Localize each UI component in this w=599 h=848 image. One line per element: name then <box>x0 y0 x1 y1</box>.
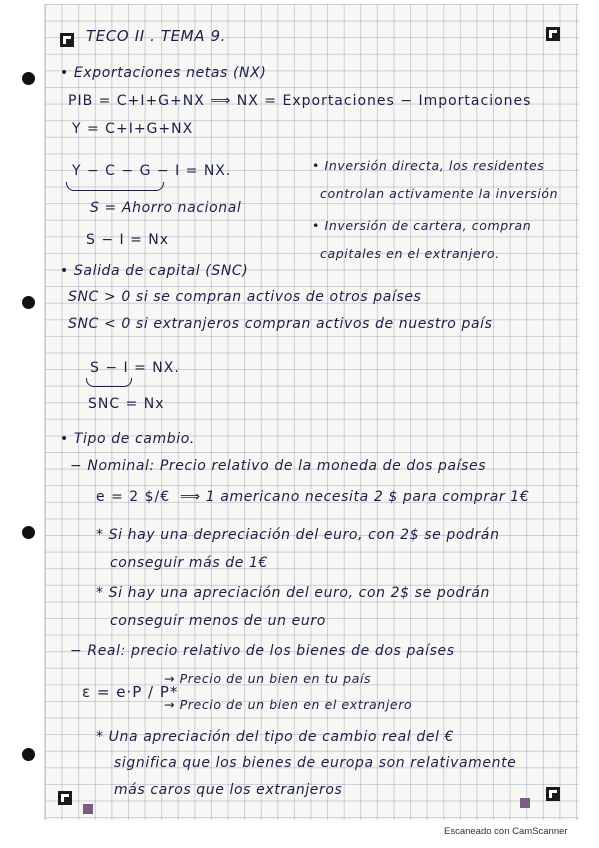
scanner-watermark: Escaneado con CamScanner <box>444 826 568 837</box>
snc-negative: SNC < 0 si extranjeros compran activos de nuestro país <box>68 316 493 332</box>
binder-hole <box>22 72 35 85</box>
depreciation-note-cont: conseguir más de 1€ <box>110 555 269 571</box>
equation-savings-nx: Y − C − G − I = NX. <box>72 163 232 179</box>
underbrace <box>86 378 132 387</box>
heading-exchange-rate: • Tipo de cambio. <box>60 431 195 447</box>
equation-s-minus-i-nx: S − I = NX. <box>90 360 180 376</box>
corner-marker-icon <box>58 791 72 805</box>
heading-net-exports: • Exportaciones netas (NX) <box>60 65 267 81</box>
heading-capital-outflow: • Salida de capital (SNC) <box>60 263 249 279</box>
real-equation-denominator-note: → Precio de un bien en el extranjero <box>164 697 413 712</box>
equation-gdp: PIB = C+I+G+NX ⟹ NX = Exportaciones − Importaciones <box>68 93 532 109</box>
real-appreciation-note-cont: significa que los bienes de europa son relativamente <box>114 755 517 771</box>
note-direct-investment: • Inversión directa, los residentes <box>312 158 545 173</box>
note-portfolio-investment-cont: capitales en el extranjero. <box>320 246 500 261</box>
page-title: TECO II . TEMA 9. <box>86 27 226 45</box>
marker-square-icon <box>83 804 93 814</box>
note-portfolio-investment: • Inversión de cartera, compran <box>312 218 532 233</box>
corner-marker-icon <box>546 27 560 41</box>
equation-s-minus-i: S − I = Nx <box>86 232 170 248</box>
real-equation: ε = e·P / P* <box>82 683 179 701</box>
note-direct-investment-cont: controlan activamente la inversión <box>320 186 559 201</box>
depreciation-note: * Si hay una depreciación del euro, con 2$ se podrán <box>96 527 500 543</box>
real-appreciation-note: * Una apreciación del tipo de cambio real del € <box>96 729 455 745</box>
equation-savings-def: S = Ahorro nacional <box>90 200 242 216</box>
real-definition: − Real: precio relativo de los bienes de dos países <box>70 643 455 659</box>
corner-marker-icon <box>60 33 74 47</box>
binder-hole <box>22 748 35 761</box>
nominal-equation: e = 2 $/€ <box>96 489 171 505</box>
real-appreciation-note-end: más caros que los extranjeros <box>114 782 343 798</box>
equation-snc-nx: SNC = Nx <box>88 396 165 412</box>
appreciation-note-cont: conseguir menos de un euro <box>110 613 326 629</box>
corner-marker-icon <box>546 787 560 801</box>
underbrace <box>66 182 164 191</box>
real-equation-numerator-note: → Precio de un bien en tu país <box>164 671 372 686</box>
nominal-example: ⟹ 1 americano necesita 2 $ para comprar 1€ <box>180 489 530 505</box>
snc-positive: SNC > 0 si se compran activos de otros países <box>68 289 422 305</box>
marker-square-icon <box>520 798 530 808</box>
nominal-definition: − Nominal: Precio relativo de la moneda de dos países <box>70 458 487 474</box>
appreciation-note: * Si hay una apreciación del euro, con 2$ se podrán <box>96 585 491 601</box>
binder-hole <box>22 296 35 309</box>
equation-income: Y = C+I+G+NX <box>72 121 194 137</box>
binder-hole <box>22 526 35 539</box>
